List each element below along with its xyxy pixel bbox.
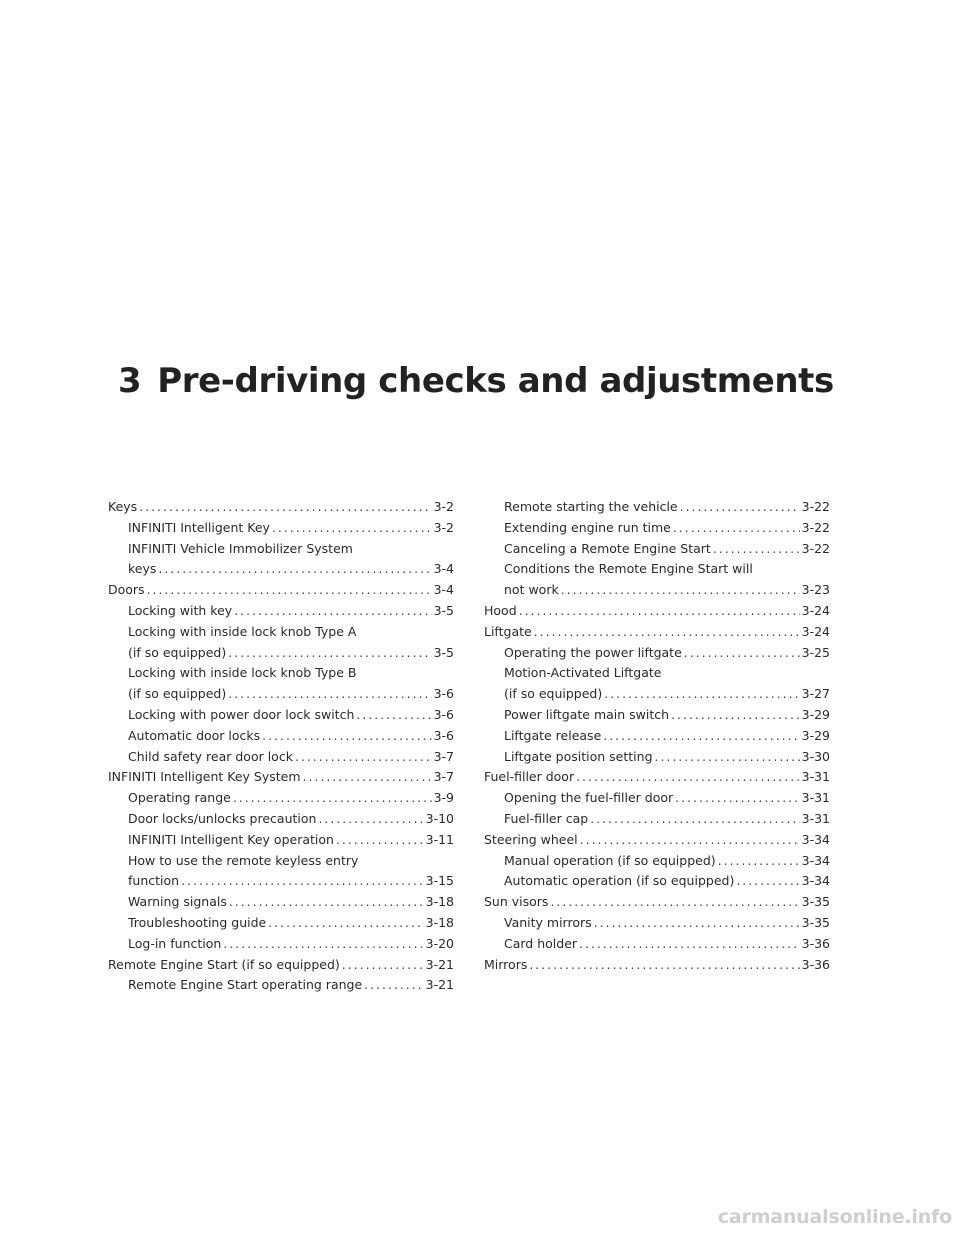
dot-leader	[680, 497, 800, 518]
toc-entry-text: Fuel-filler door	[484, 769, 575, 785]
dot-leader	[303, 767, 432, 788]
toc-entry-text: Remote Engine Start (if so equipped)	[108, 956, 340, 972]
toc-entry-text-line: INFINITI Vehicle Immobilizer System	[128, 540, 353, 556]
dot-leader	[519, 601, 800, 622]
toc-right-column	[484, 497, 830, 975]
toc-entry-line	[108, 955, 454, 976]
toc-page-number: 3-27	[801, 686, 830, 702]
toc-entry-line	[128, 643, 454, 664]
dot-leader	[147, 580, 432, 601]
toc-entry-text: Liftgate release	[504, 727, 602, 743]
toc-entry[interactable]	[108, 705, 454, 726]
toc-entry[interactable]	[108, 975, 454, 996]
toc-entry-text: Remote starting the vehicle	[504, 499, 678, 514]
toc-entry[interactable]	[108, 830, 454, 851]
dot-leader	[580, 830, 800, 851]
toc-entry-line	[128, 518, 454, 539]
toc-entry[interactable]	[108, 518, 454, 539]
toc-page-number: 3-31	[801, 790, 830, 806]
toc-entry[interactable]	[108, 934, 454, 955]
toc-page-number: 3-4	[433, 561, 454, 577]
toc-entry-text: Troubleshooting guide	[128, 914, 267, 930]
toc-entry-text: Hood	[484, 602, 517, 618]
toc-entry-line	[504, 747, 830, 768]
toc-entry-line	[504, 788, 830, 809]
toc-entry[interactable]	[108, 747, 454, 768]
toc-entry-line	[504, 580, 830, 601]
toc-entry-line	[128, 788, 454, 809]
toc-page-number: 3-36	[801, 956, 830, 972]
toc-entry-text: Card holder	[504, 935, 578, 951]
toc-page-number: 3-30	[801, 748, 830, 764]
toc-entry[interactable]	[108, 622, 454, 664]
toc-page-number: 3-18	[425, 894, 454, 910]
toc-entry[interactable]	[484, 871, 830, 892]
toc-entry-text: INFINITI Intelligent Key	[128, 519, 270, 535]
chapter-title-text: Pre-driving checks and adjustments	[157, 361, 834, 401]
dot-leader	[713, 539, 800, 560]
toc-page-number: 3-4	[433, 582, 454, 598]
dot-leader	[736, 871, 799, 892]
toc-entry-line	[108, 497, 454, 518]
toc-entry-line	[128, 871, 454, 892]
toc-entry[interactable]	[484, 934, 830, 955]
toc-entry[interactable]	[108, 955, 454, 976]
toc-entry-text: (if so equipped)	[504, 686, 603, 702]
toc-entry[interactable]	[484, 809, 830, 830]
dot-leader	[594, 913, 800, 934]
toc-entry-line	[504, 809, 830, 830]
dot-leader	[673, 518, 800, 539]
toc-entry-line	[128, 830, 454, 851]
dot-leader	[671, 705, 800, 726]
dot-leader	[356, 705, 431, 726]
toc-entry-line	[484, 622, 830, 643]
toc-entry-text-line: How to use the remote keyless entry	[128, 852, 359, 868]
toc-entry[interactable]	[484, 559, 830, 601]
toc-entry-text: (if so equipped)	[128, 644, 227, 660]
toc-page-number: 3-5	[433, 644, 454, 660]
toc-entry[interactable]	[484, 643, 830, 664]
toc-entry-text: Locking with power door lock switch	[128, 706, 355, 722]
toc-page-number: 3-35	[801, 894, 830, 910]
toc-entry-line	[504, 913, 830, 934]
toc-entry-text: Log-in function	[128, 935, 222, 951]
toc-entry[interactable]	[108, 663, 454, 705]
toc-entry-line	[504, 705, 830, 726]
toc-page-number: 3-10	[425, 810, 454, 826]
dot-leader	[223, 934, 423, 955]
toc-entry-text-line: Locking with inside lock knob Type B	[128, 665, 357, 681]
toc-entry-line	[504, 539, 830, 560]
toc-entry-line	[504, 851, 830, 872]
toc-entry-line	[504, 871, 830, 892]
toc-entry-line	[128, 934, 454, 955]
toc-entry-line	[484, 955, 830, 976]
toc-entry[interactable]	[484, 747, 830, 768]
toc-entry[interactable]	[484, 788, 830, 809]
toc-entry[interactable]	[108, 913, 454, 934]
toc-entry[interactable]	[108, 809, 454, 830]
toc-entry-text-line: Motion-Activated Liftgate	[504, 665, 662, 681]
toc-page-number: 3-7	[433, 748, 454, 764]
dot-leader	[262, 726, 431, 747]
toc-entry[interactable]	[484, 518, 830, 539]
toc-page-number: 3-15	[425, 873, 454, 889]
dot-leader	[233, 788, 432, 809]
toc-page-number: 3-29	[801, 727, 830, 743]
toc-entry-line	[128, 559, 454, 580]
toc-entry-text-line: Locking with inside lock knob Type A	[128, 623, 357, 639]
toc-entry-line	[128, 684, 454, 705]
toc-entry-text: Operating range	[128, 790, 231, 806]
toc-page-number: 3-2	[433, 499, 454, 514]
toc-entry-line	[128, 913, 454, 934]
dot-leader	[603, 726, 799, 747]
dot-leader	[234, 601, 431, 622]
toc-entry[interactable]	[108, 497, 454, 518]
toc-page-number: 3-24	[801, 602, 830, 618]
chapter-title	[118, 356, 918, 406]
dot-leader	[529, 955, 799, 976]
toc-entry-text: Canceling a Remote Engine Start	[504, 540, 711, 556]
toc-page-number: 3-31	[801, 769, 830, 785]
dot-leader	[139, 497, 431, 518]
toc-page-number: 3-6	[433, 706, 454, 722]
toc-page-number: 3-20	[425, 935, 454, 951]
toc-entry-text: Liftgate	[484, 623, 532, 639]
toc-page-number: 3-22	[801, 499, 830, 514]
toc-entry[interactable]	[484, 601, 830, 622]
dot-leader	[318, 809, 423, 830]
toc-entry-text: function	[128, 873, 180, 889]
dot-leader	[684, 643, 800, 664]
toc-page-number: 3-36	[801, 935, 830, 951]
toc-entry-line	[504, 934, 830, 955]
toc-page-number: 3-22	[801, 540, 830, 556]
toc-entry[interactable]	[108, 892, 454, 913]
toc-entry-text: Keys	[108, 499, 138, 514]
toc-entry[interactable]	[108, 726, 454, 747]
toc-entry[interactable]	[108, 580, 454, 601]
toc-entry-text: Door locks/unlocks precaution	[128, 810, 317, 826]
toc-entry-text: (if so equipped)	[128, 686, 227, 702]
dot-leader	[268, 913, 423, 934]
toc-entry-text-line: Conditions the Remote Engine Start will	[504, 561, 753, 577]
toc-entry-text: Operating the power liftgate	[504, 644, 682, 660]
dot-leader	[228, 684, 431, 705]
toc-entry-text: Liftgate position setting	[504, 748, 653, 764]
toc-entry-text: keys	[128, 561, 157, 577]
toc-entry-text: Vanity mirrors	[504, 914, 592, 930]
dot-leader	[295, 747, 432, 768]
toc-entry-line	[504, 518, 830, 539]
toc-page-number: 3-21	[425, 956, 454, 972]
toc-page-number: 3-34	[801, 873, 830, 889]
toc-entry-line	[108, 580, 454, 601]
toc-page-number: 3-22	[801, 519, 830, 535]
toc-entry-text: Opening the fuel-filler door	[504, 790, 674, 806]
toc-page-number: 3-21	[425, 977, 454, 993]
toc-entry-text: Extending engine run time	[504, 519, 671, 535]
dot-leader	[550, 892, 799, 913]
toc-entry-text: Remote Engine Start operating range	[128, 977, 363, 993]
toc-entry-text: INFINITI Intelligent Key operation	[128, 831, 334, 847]
dot-leader	[272, 518, 432, 539]
toc-entry-text: INFINITI Intelligent Key System	[108, 769, 301, 785]
toc-entry-text: Manual operation (if so equipped)	[504, 852, 716, 868]
dot-leader	[718, 851, 800, 872]
dot-leader	[579, 934, 800, 955]
dot-leader	[364, 975, 423, 996]
toc-entry-text: Warning signals	[128, 894, 227, 910]
toc-entry-line	[108, 767, 454, 788]
toc-entry-line	[484, 830, 830, 851]
toc-page-number: 3-34	[801, 831, 830, 847]
toc-entry-line	[128, 809, 454, 830]
dot-leader	[181, 871, 424, 892]
toc-entry-text: Automatic door locks	[128, 727, 261, 743]
toc-entry[interactable]	[484, 726, 830, 747]
toc-entry[interactable]	[484, 497, 830, 518]
toc-entry[interactable]	[484, 663, 830, 705]
toc-page-number: 3-11	[425, 831, 454, 847]
toc-entry[interactable]	[108, 767, 454, 788]
toc-page-number: 3-2	[433, 519, 454, 535]
toc-entry-text: Locking with key	[128, 602, 233, 618]
toc-entry[interactable]	[484, 913, 830, 934]
toc-entry-line	[128, 705, 454, 726]
toc-entry-line	[128, 726, 454, 747]
toc-entry-line	[128, 975, 454, 996]
toc-page-number: 3-24	[801, 623, 830, 639]
dot-leader	[576, 767, 800, 788]
dot-leader	[158, 559, 431, 580]
toc-entry[interactable]	[484, 622, 830, 643]
toc-entry-line	[504, 726, 830, 747]
toc-entry[interactable]	[484, 955, 830, 976]
toc-page-number: 3-34	[801, 852, 830, 868]
toc-page-number: 3-9	[433, 790, 454, 806]
toc-entry-text: Steering wheel	[484, 831, 578, 847]
toc-left-column	[108, 497, 454, 996]
toc-page-number: 3-18	[425, 914, 454, 930]
toc-page-number: 3-31	[801, 810, 830, 826]
toc-entry[interactable]	[484, 851, 830, 872]
toc-entry[interactable]	[108, 851, 454, 893]
toc-page-number: 3-23	[801, 582, 830, 598]
toc-entry-text: Power liftgate main switch	[504, 706, 670, 722]
toc-entry[interactable]	[108, 601, 454, 622]
toc-entry-line	[484, 601, 830, 622]
toc-entry-text: Child safety rear door lock	[128, 748, 293, 764]
toc-entry[interactable]	[108, 788, 454, 809]
toc-entry-line	[504, 684, 830, 705]
dot-leader	[675, 788, 799, 809]
toc-entry-line	[128, 892, 454, 913]
dot-leader	[534, 622, 800, 643]
dot-leader	[229, 892, 424, 913]
toc-page-number: 3-5	[433, 602, 454, 618]
toc-entry-text: not work	[504, 582, 559, 598]
dot-leader	[336, 830, 424, 851]
toc-entry-line	[504, 643, 830, 664]
toc-page-number: 3-6	[433, 727, 454, 743]
toc-entry[interactable]	[484, 539, 830, 560]
toc-entry-text: Doors	[108, 582, 145, 598]
toc-entry[interactable]	[484, 830, 830, 851]
toc-page-number: 3-29	[801, 706, 830, 722]
toc-entry[interactable]	[108, 539, 454, 581]
dot-leader	[228, 643, 431, 664]
toc-entry-line	[484, 767, 830, 788]
dot-leader	[590, 809, 799, 830]
toc-entry-text: Automatic operation (if so equipped)	[504, 873, 735, 889]
toc-page-number: 3-6	[433, 686, 454, 702]
toc-entry-text: Mirrors	[484, 956, 528, 972]
chapter-number: 3	[118, 361, 142, 401]
toc-entry[interactable]	[484, 705, 830, 726]
toc-page-number: 3-25	[801, 644, 830, 660]
toc-entry-line	[128, 747, 454, 768]
toc-entry[interactable]	[484, 892, 830, 913]
toc-entry-line	[128, 601, 454, 622]
toc-page-number: 3-7	[433, 769, 454, 785]
dot-leader	[655, 747, 800, 768]
watermark: carmanualsonline.info	[717, 1206, 952, 1228]
dot-leader	[561, 580, 800, 601]
dot-leader	[604, 684, 799, 705]
toc-entry-text: Sun visors	[484, 894, 549, 910]
toc-entry-line	[484, 892, 830, 913]
toc-entry[interactable]	[484, 767, 830, 788]
toc-page-number: 3-35	[801, 914, 830, 930]
toc-entry-line	[504, 497, 830, 518]
toc-entry-text: Fuel-filler cap	[504, 810, 589, 826]
dot-leader	[342, 955, 424, 976]
